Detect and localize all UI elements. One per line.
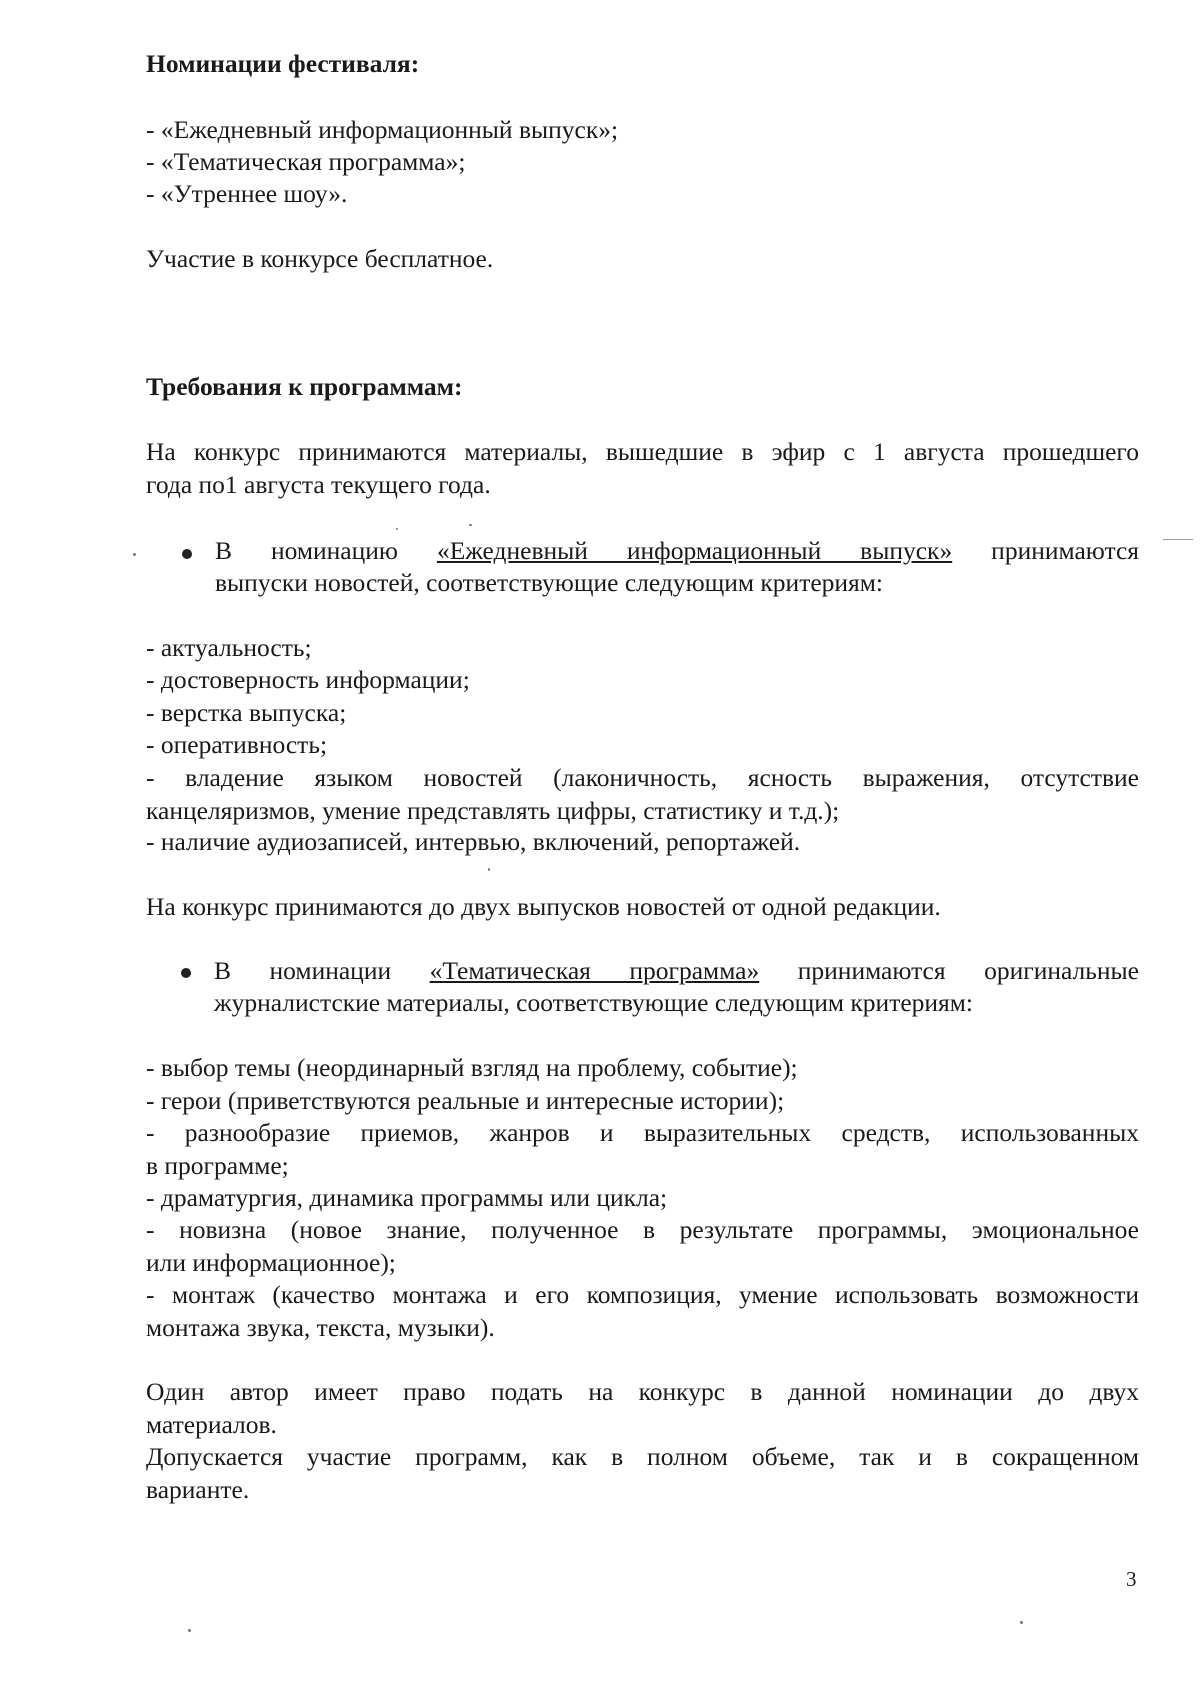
bullet2-prefix: В номинации — [214, 956, 392, 985]
criteria-line: канцеляризмов, умение представлять цифры, статистику и т.д.); — [146, 795, 840, 825]
page-number: 3 — [1126, 1567, 1137, 1591]
requirements-intro-line: На конкурс принимаются материалы, вышедшие в эфир с 1 августа прошедшего — [146, 437, 1139, 466]
requirements-intro — [146, 436, 1139, 501]
criteria-line: или информационное); — [146, 1247, 396, 1277]
bullet2-line2: журналистские материалы, соответствующие следующим критериям: — [214, 988, 974, 1017]
criteria-item — [146, 1214, 1139, 1279]
criteria-item: - верстка выпуска; — [146, 698, 347, 727]
scan-speck — [469, 524, 472, 526]
criteria-item — [146, 762, 1139, 827]
paragraph-line: материалов. — [146, 1409, 277, 1439]
author-limit-paragraph — [146, 1376, 1139, 1441]
criteria-item — [146, 1117, 1139, 1182]
bullet-icon — [181, 968, 191, 978]
bullet1-nomination: «Ежедневный информационный выпуск» — [436, 536, 953, 565]
scan-speck — [133, 553, 136, 556]
paragraph-line: Допускается участие программ, как в полном объеме, так и в сокращенном — [146, 1442, 1139, 1471]
criteria-item: - актуальность; — [146, 633, 312, 662]
criteria-item: - наличие аудиозаписей, интервью, включений, репортажей. — [146, 827, 801, 856]
criteria-item — [146, 1279, 1139, 1344]
criteria-line: монтажа звука, текста, музыки). — [146, 1312, 495, 1342]
criteria-line: - монтаж (качество монтажа и его композиция, умение использовать возможности — [146, 1280, 1139, 1309]
requirements-heading: Требования к программам: — [146, 372, 463, 401]
news-limit-text: На конкурс принимаются до двух выпусков новостей от одной редакции. — [146, 892, 941, 921]
bullet1-prefix: В номинацию — [215, 536, 398, 565]
nomination-item: - «Утреннее шоу». — [146, 179, 348, 208]
paragraph-line: Один автор имеет право подать на конкурс в данной номинации до двух — [146, 1377, 1139, 1406]
bullet2-suffix: принимаются оригинальные — [797, 956, 1139, 985]
free-participation-text: Участие в конкурсе бесплатное. — [146, 244, 494, 273]
criteria-line: в программе; — [146, 1150, 289, 1180]
scan-speck — [488, 868, 490, 871]
nomination-item: - «Ежедневный информационный выпуск»; — [146, 115, 619, 144]
scan-speck — [188, 1629, 191, 1632]
criteria-line: - владение языком новостей (лаконичность, ясность выражения, отсутствие — [146, 763, 1139, 792]
bullet1-line2: выпуски новостей, соответствующие следующим критериям: — [215, 568, 884, 597]
requirements-intro-line: года по1 августа текущего года. — [146, 469, 491, 499]
nomination-item: - «Тематическая программа»; — [146, 147, 466, 176]
paragraph-line: варианте. — [146, 1474, 250, 1504]
criteria-item: - драматургия, динамика программы или цикла; — [146, 1183, 668, 1212]
format-note-paragraph — [146, 1441, 1139, 1506]
bullet1-line1 — [215, 535, 1139, 568]
scan-speck — [396, 528, 398, 530]
bullet2-line1 — [214, 955, 1139, 988]
criteria-line: - разнообразие приемов, жанров и выразительных средств, использованных — [146, 1118, 1139, 1147]
criteria-item: - выбор темы (неординарный взгляд на проблему, событие); — [146, 1053, 798, 1082]
criteria-item: - достоверность информации; — [146, 665, 470, 694]
bullet-icon — [182, 549, 192, 559]
bullet2-nomination: «Тематическая программа» — [429, 956, 760, 985]
criteria-line: - новизна (новое знание, полученное в результате программы, эмоциональное — [146, 1215, 1139, 1244]
criteria-item: - герои (приветствуются реальные и интересные истории); — [146, 1086, 785, 1115]
criteria-item: - оперативность; — [146, 730, 328, 759]
scan-speck — [1020, 1621, 1023, 1624]
bullet1-suffix: принимаются — [991, 536, 1140, 565]
nominations-heading: Номинации фестиваля: — [146, 49, 420, 78]
scan-speck — [1163, 539, 1193, 540]
